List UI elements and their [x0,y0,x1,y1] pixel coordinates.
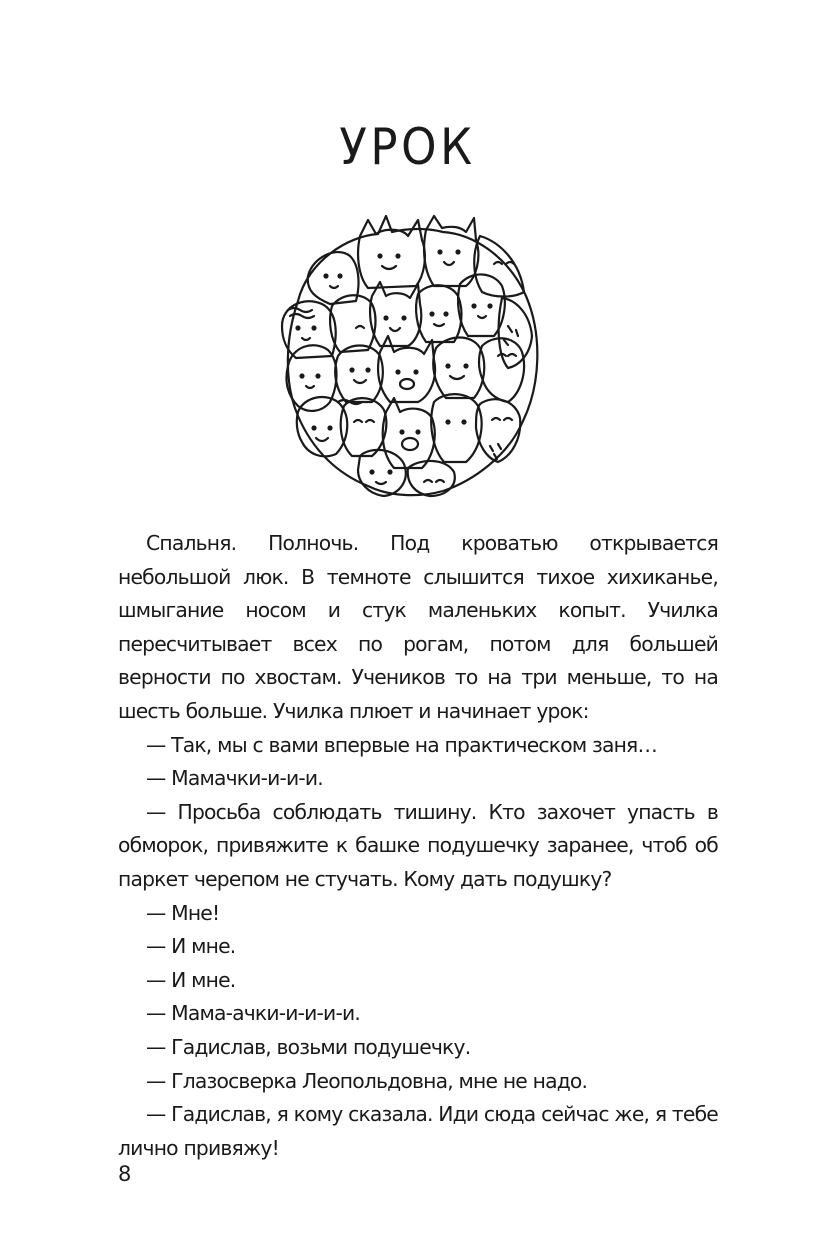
chapter-title: УРОК [339,118,476,176]
dialogue-line: — Мне! [146,900,220,925]
dialogue-line: — Гадислав, возьми подушечку. [146,1034,471,1059]
dialogue-line: — Глазосверка Леопольдовна, мне не надо. [146,1068,588,1093]
dialogue-line: — Мамачки-и-и-и. [146,766,323,791]
page-number: 8 [118,1162,132,1186]
paragraph: Спальня. Полночь. Под кроватью открывается небольшой люк. В темноте слышится тихое хихиканье, шмыгание носом и стук маленьких копыт. Училка пересчитывает всех по рогам, потом для большей верности по хвостам. Учеников то на три меньше, то на шесть больше. Училка плюет и начинает урок: [118,531,718,723]
dialogue-line: — И мне. [146,934,236,959]
dialogue-line: — Гадислав, я кому сказала. Иди сюда сейчас же, я тебе лично привяжу! [118,1102,718,1160]
dialogue-line: — Мама-ачки-и-и-и-и. [146,1001,360,1026]
doodle-monsters-circle-icon [268,206,550,506]
dialogue-line: — И мне. [146,967,236,992]
body-text [118,527,718,1165]
dialogue-line: — Просьба соблюдать тишину. Кто захочет упасть в обморок, привяжите к башке подушечку заранее, чтоб об паркет черепом не стучать. Кому дать подушку? [118,799,718,891]
dialogue-line: — Так, мы с вами впервые на практическом заня… [146,732,657,757]
